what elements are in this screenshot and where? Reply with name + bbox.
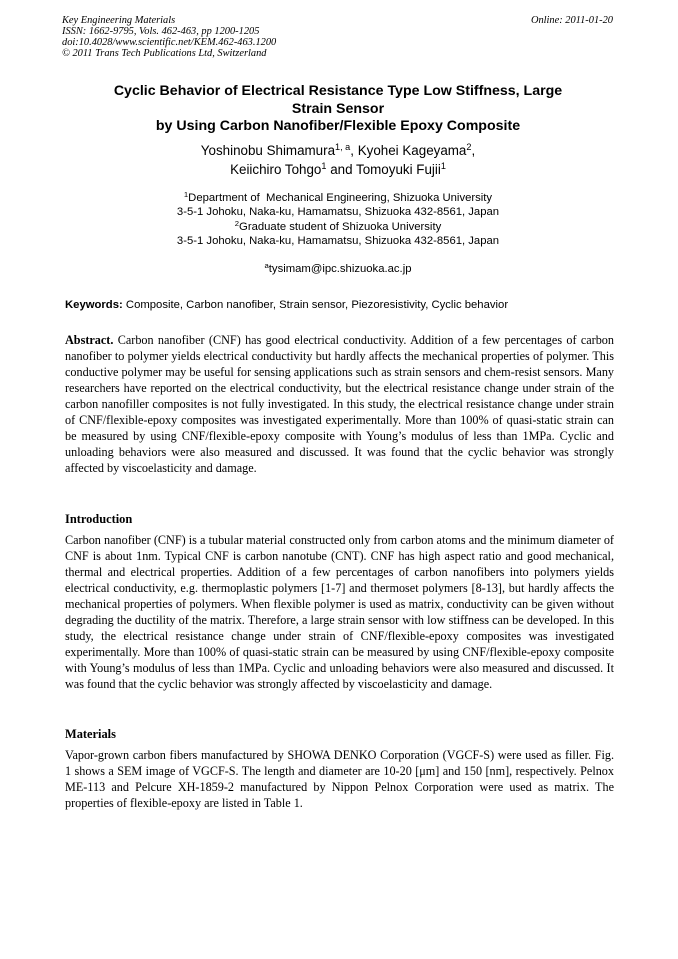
journal-header — [62, 15, 276, 59]
affiliation-1 — [62, 191, 614, 205]
author-affil-mark: 1 — [440, 161, 446, 171]
keywords-label: Keywords: — [65, 299, 123, 311]
issn-line: ISSN: 1662-9795, Vols. 462-463, pp 1200-1205 — [62, 26, 260, 37]
author-affil-mark: 1 — [321, 161, 327, 171]
abstract-label: Abstract. — [65, 333, 114, 347]
introduction-paragraph: Carbon nanofiber (CNF) is a tubular material constructed only from carbon atoms and the minimum diameter of CNF is about 1nm. Typical CNF is carbon nanotube (CNT). CNF has high aspect ratio and good mechanical, thermal and electrical properties. Addition of a few percentages of carbon nanofibers into polymers yields electrical conductivity, e.g. thermoplastic polymers [1-7] and thermoset polymers [8-13], but hardly affects the mechanical properties of polymers. When flexible polymer is used as matrix, conductivity can be given without degrading the ductility of the matrix. Therefore, a large strain sensor with low stiffness can be developed. In this study, the electrical resistance change under strain of CNF/flexible-epoxy composites was investigated experimentally. More than 100% of quasi-static strain can be measured by using CNF/flexible-epoxy composite with Young’s modulus of less than 1MPa. Cyclic and unloading behaviors were also measured and discussed. It was found that the cyclic behavior was strongly affected by viscoelasticity and damage. — [65, 533, 614, 691]
introduction-heading: Introduction — [65, 512, 133, 526]
author-line-1 — [62, 141, 614, 160]
paper-title — [62, 83, 614, 136]
author-list — [62, 141, 614, 179]
title-line-2: Strain Sensor — [291, 100, 385, 117]
affiliations — [62, 191, 614, 248]
affiliation-1-address: 3-5-1 Johoku, Naka-ku, Hamamatsu, Shizuoka 432-8561, Japan — [176, 206, 500, 219]
author-name: Yoshinobu Shimamura — [200, 143, 336, 158]
online-date: Online: 2011-01-20 — [530, 15, 613, 26]
author-separator: , — [350, 143, 358, 158]
copyright-line: © 2011 Trans Tech Publications Ltd, Switzerland — [62, 48, 267, 59]
author-separator: , — [471, 143, 476, 158]
author-name: Keiichiro Tohgo — [230, 162, 322, 177]
author-name: Kyohei Kageyama — [357, 143, 467, 158]
title-line-3: by Using Carbon Nanofiber/Flexible Epoxy Composite — [155, 118, 521, 134]
doi-line: doi:10.4028/www.scientific.net/KEM.462-463.1200 — [62, 37, 277, 48]
affiliation-name: Department of Mechanical Engineering, Shizuoka University — [188, 192, 493, 204]
affiliation-mark: 2 — [234, 218, 240, 228]
affiliation-name: Graduate student of Shizuoka University — [239, 220, 442, 233]
keywords-text: Composite, Carbon nanofiber, Strain sensor, Piezoresistivity, Cyclic behavior — [122, 299, 509, 311]
abstract — [65, 333, 614, 477]
author-line-2 — [62, 160, 614, 179]
affiliation-2 — [62, 220, 614, 234]
affiliation-2-address: 3-5-1 Johoku, Naka-ku, Hamamatsu, Shizuoka 432-8561, Japan — [176, 234, 500, 247]
author-name: Tomoyuki Fujii — [356, 162, 441, 177]
abstract-text: Carbon nanofiber (CNF) has good electrical conductivity. Addition of a few percentages of carbon nanofiber to polymer yields electrical conductivity but hardly affects the mechanical properties of polymer. This conductive polymer may be useful for sensing applications such as strain sensors and chem-resist sensors. Many researchers have reported on the electrical conductivity, but the electrical resistance change under strain of the carbon nanofiller composites is not fully investigated. In this study, the electrical resistance change under strain of CNF/flexible-epoxy composites was investigated experimentally. More than 100% of quasi-static strain can be measured by using CNF/flexible-epoxy composite with Young’s modulus of less than 1MPa. Cyclic and unloading behaviors were also measured and discussed. It was found that the cyclic behavior was strongly affected by viscoelasticity and damage. — [65, 333, 614, 475]
keywords — [65, 299, 617, 311]
email-address: tysimam@ipc.shizuoka.ac.jp — [268, 263, 412, 275]
materials-heading: Materials — [65, 727, 116, 741]
email-mark: a — [264, 260, 269, 270]
contact-email — [62, 260, 614, 275]
author-affil-mark: 1, a — [335, 142, 351, 152]
title-line-1: Cyclic Behavior of Electrical Resistance Type Low Stiffness, Large — [113, 83, 563, 99]
materials-paragraph: Vapor-grown carbon fibers manufactured by SHOWA DENKO Corporation (VGCF-S) were used as filler. Fig. 1 shows a SEM image of VGCF-S. The length and diameter are 10-20 [μm] and 150 [nm], respectively. Pelnox ME-113 and Pelcure XH-1859-2 manufactured by Nippon Pelnox Corporation were used as matrix. The properties of flexible-epoxy are listed in Table 1. — [65, 748, 614, 810]
affiliation-mark: 1 — [183, 189, 189, 199]
journal-name: Key Engineering Materials — [62, 15, 176, 26]
author-conjunction: and — [326, 162, 357, 177]
author-affil-mark: 2 — [466, 142, 472, 152]
